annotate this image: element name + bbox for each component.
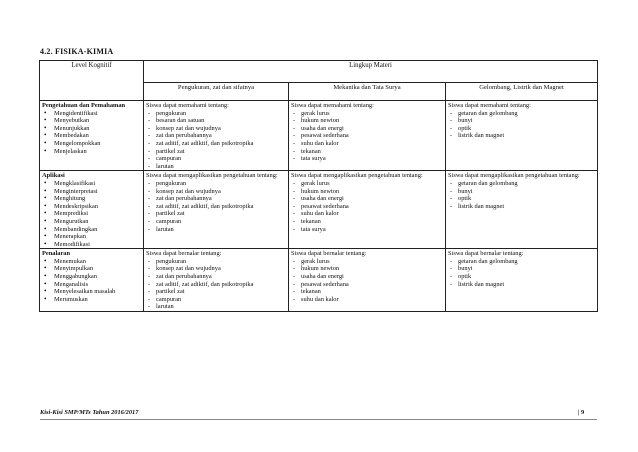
list-item: • Menginterpretasi [42,188,141,196]
list-item: - hukum newton [291,265,443,273]
list-item: - besaran dan satuan [146,117,286,125]
header-column: Gelombang, Listrik dan Magnet [446,83,598,101]
materi-cell [289,171,446,249]
list-item: • Membedakan [42,132,141,140]
list-item: - usaha dan energi [291,195,443,203]
materi-cell [144,171,289,249]
materi-cell [144,101,289,171]
list-item: - larutan [146,226,286,234]
list-item: - tekanan [291,288,443,296]
cell-intro-text: Siswa dapat bernalar tentang: [448,250,524,258]
footer-divider [40,419,597,420]
list-item: - zat dan perubahannya [146,273,286,281]
materi-list [146,110,286,171]
list-item: - campuran [146,155,286,163]
list-item: • Membandingkan [42,226,141,234]
list-item: - pengukuran [146,258,286,266]
list-item: • Mengklasifikasi [42,180,141,188]
list-item: • Menghitung [42,195,141,203]
list-item: - pesawat sederhana [291,281,443,289]
list-item: - optik [448,273,595,281]
list-item: • Menjelaskan [42,148,141,156]
list-item: - suhu dan kalor [291,210,443,218]
section-title: 4.2. FISIKA-KIMIA [40,47,114,56]
list-item: - konsep zat dan wujudnya [146,125,286,133]
list-item: - larutan [146,163,286,171]
list-item: - partikel zat [146,148,286,156]
list-item: - suhu dan kalor [291,140,443,148]
list-item: • Menganalisis [42,281,141,289]
cell-intro-text: Siswa dapat memahami tentang: [291,102,374,109]
list-item: - tata surya [291,155,443,163]
list-item: - pengukuran [146,180,286,188]
header-level-kognitif: Level Kognitif [40,61,144,101]
list-item: - pengukuran [146,110,286,118]
table-row [40,249,598,312]
materi-list [291,110,443,163]
list-item: - bunyi [448,117,595,125]
cell-intro-text: Siswa dapat bernalar tentang: [291,250,367,258]
list-item: - zat dan perubahannya [146,195,286,203]
cell-intro-text: Siswa dapat memahami tentang: [146,102,229,109]
list-item: - tekanan [291,148,443,156]
list-item: • Menyimpulkan [42,265,141,273]
list-item: - konsep zat dan wujudnya [146,188,286,196]
header-column: Mekanika dan Tata Surya [289,83,446,101]
cell-intro-text: Siswa dapat memahami tentang: [448,102,531,109]
cell-intro-text: Siswa dapat mengaplikasikan pengetahuan tentang: [291,172,423,180]
kisi-kisi-table [39,60,598,312]
list-item: - hukum newton [291,188,443,196]
list-item: - getaran dan gelombang [448,258,595,266]
list-item: • Mengelompokkan [42,140,141,148]
level-verb-list [42,258,141,304]
list-item: - bunyi [448,188,595,196]
list-item: • Merumuskan [42,296,141,304]
list-item: - partikel zat [146,210,286,218]
list-item: - gerak lurus [291,258,443,266]
list-item: - zat aditif, zat adiktif, dan psikotropika [146,203,286,211]
list-item: • Menggabungkan [42,273,141,281]
list-item: • Menyelesaikan masalah [42,288,141,296]
list-item: - tata surya [291,226,443,234]
level-kognitif-cell [40,101,144,171]
list-item: - getaran dan gelombang [448,180,595,188]
list-item: - gerak lurus [291,110,443,118]
header-lingkup-materi: Lingkup Materi [144,61,598,83]
materi-list [146,258,286,311]
level-verb-list [42,180,141,248]
level-title: Penalaran [42,250,71,258]
list-item: • Menerapkan [42,233,141,241]
list-item: - listrik dan magnet [448,281,595,289]
list-item: - campuran [146,218,286,226]
materi-list [448,258,595,288]
list-item: - suhu dan kalor [291,296,443,304]
materi-cell [446,101,598,171]
list-item: • Menunjukkan [42,125,141,133]
list-item: - pesawat sederhana [291,203,443,211]
list-item: - konsep zat dan wujudnya [146,265,286,273]
header-column: Pengukuran, zat dan sifatnya [144,83,289,101]
list-item: - zat aditif, zat adiktif, dan psikotropika [146,281,286,289]
materi-cell [446,249,598,312]
list-item: • Mendeskripsikan [42,203,141,211]
level-title: Pengetahuan dan Pemahaman [42,102,126,109]
level-kognitif-cell [40,249,144,312]
list-item: - campuran [146,296,286,304]
list-item: - optik [448,195,595,203]
footer-document-title: Kisi-Kisi SMP/MTs Tahun 2016/2017 [40,409,139,416]
list-item: - partikel zat [146,288,286,296]
table-row [40,101,598,171]
list-item: - usaha dan energi [291,125,443,133]
list-item: - getaran dan gelombang [448,110,595,118]
list-item: • Menemukan [42,258,141,266]
list-item: - larutan [146,303,286,311]
list-item: - optik [448,125,595,133]
list-item: - pesawat sederhana [291,132,443,140]
list-item: • Menyebutkan [42,117,141,125]
materi-list [146,180,286,233]
list-item: • Mengurutkan [42,218,141,226]
list-item: - zat aditif, zat adiktif, dan psikotropika [146,140,286,148]
list-item: • Mengidentifikasi [42,110,141,118]
list-item: - hukum newton [291,117,443,125]
cell-intro-text: Siswa dapat mengaplikasikan pengetahuan tentang: [448,172,580,180]
level-verb-list [42,110,141,156]
list-item: - listrik dan magnet [448,132,595,140]
list-item: - zat dan perubahannya [146,132,286,140]
materi-cell [144,249,289,312]
cell-intro-text: Siswa dapat bernalar tentang: [146,250,222,258]
level-title: Aplikasi [42,172,65,180]
materi-list [291,180,443,233]
list-item: - tekanan [291,218,443,226]
list-item: • Memodifikasi [42,241,141,249]
list-item: - usaha dan energi [291,273,443,281]
list-item: - bunyi [448,265,595,273]
list-item: - listrik dan magnet [448,203,595,211]
list-item: • Memprediksi [42,210,141,218]
table-row [40,171,598,249]
cell-intro-text: Siswa dapat mengaplikasikan pengetahuan tentang: [146,172,278,180]
materi-list [448,110,595,140]
footer-page-number: | 9 [578,409,585,416]
materi-list [448,180,595,210]
list-item: - gerak lurus [291,180,443,188]
level-kognitif-cell [40,171,144,249]
materi-cell [289,101,446,171]
materi-list [291,258,443,304]
materi-cell [289,249,446,312]
materi-cell [446,171,598,249]
